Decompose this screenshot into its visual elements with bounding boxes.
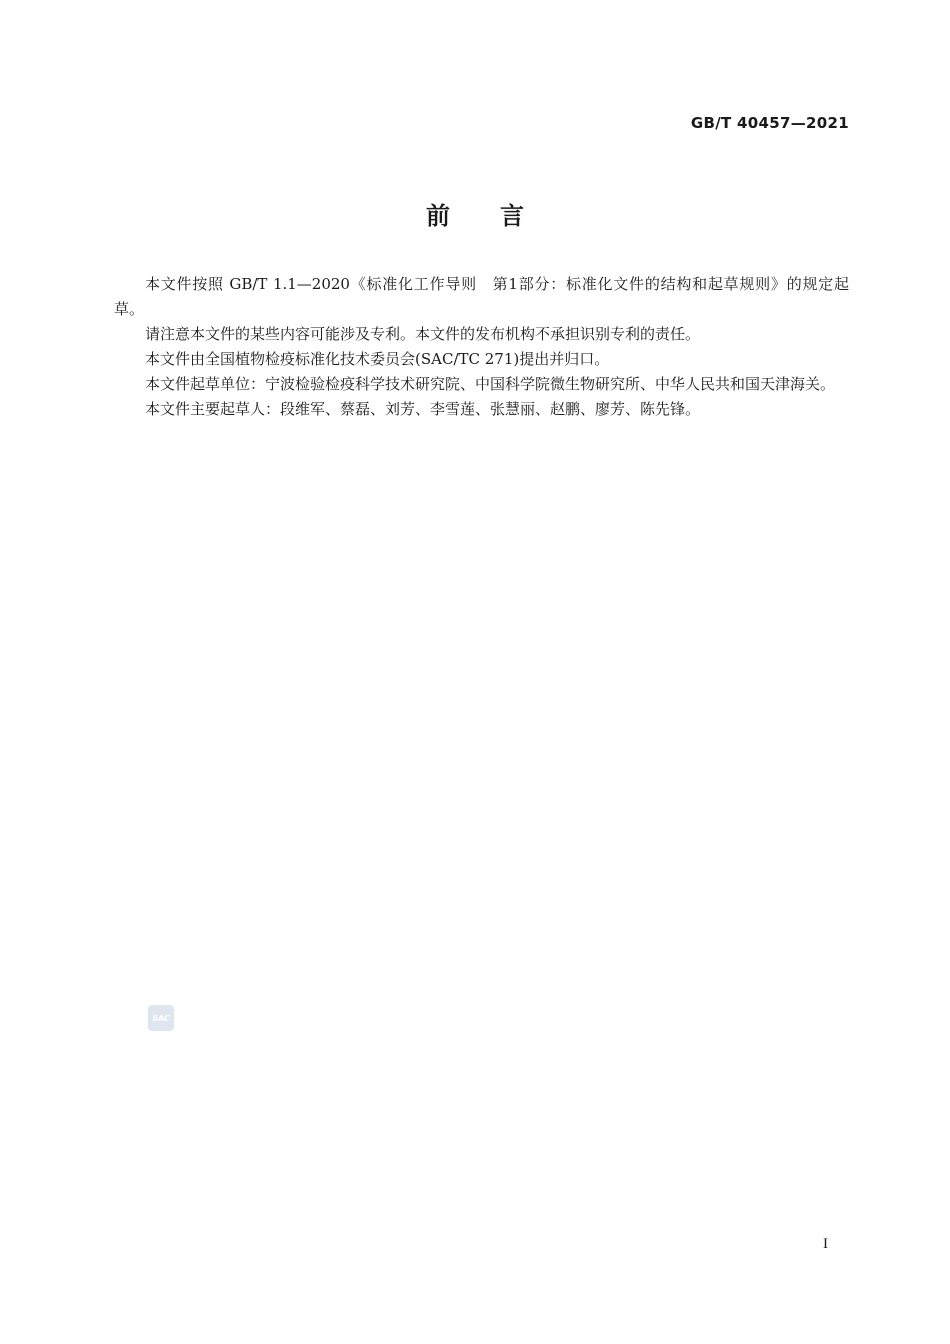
- paragraph-proposing-committee: 本文件由全国植物检疫标准化技术委员会(SAC/TC 271)提出并归口。: [145, 350, 610, 368]
- standard-number: GB/T 40457—2021: [690, 114, 849, 132]
- sac-watermark-logo: SAC: [148, 1005, 174, 1031]
- paragraph-drafting-rules: 本文件按照 GB/T 1.1—2020《标准化工作导则 第1部分：标准化文件的结构和起草规则》的规定起草。: [114, 275, 849, 318]
- foreword-body: [114, 272, 849, 422]
- paragraph-patent-notice: 请注意本文件的某些内容可能涉及专利。本文件的发布机构不承担识别专利的责任。: [145, 325, 701, 343]
- paragraph-drafters: 本文件主要起草人：段维军、蔡磊、刘芳、李雪莲、张慧丽、赵鹏、廖芳、陈先锋。: [145, 400, 701, 418]
- page-number: I: [823, 1236, 828, 1252]
- page-title: 前言: [426, 202, 574, 230]
- paragraph-drafting-units: 本文件起草单位：宁波检验检疫科学技术研究院、中国科学院微生物研究所、中华人民共和国天津海关。: [145, 375, 836, 393]
